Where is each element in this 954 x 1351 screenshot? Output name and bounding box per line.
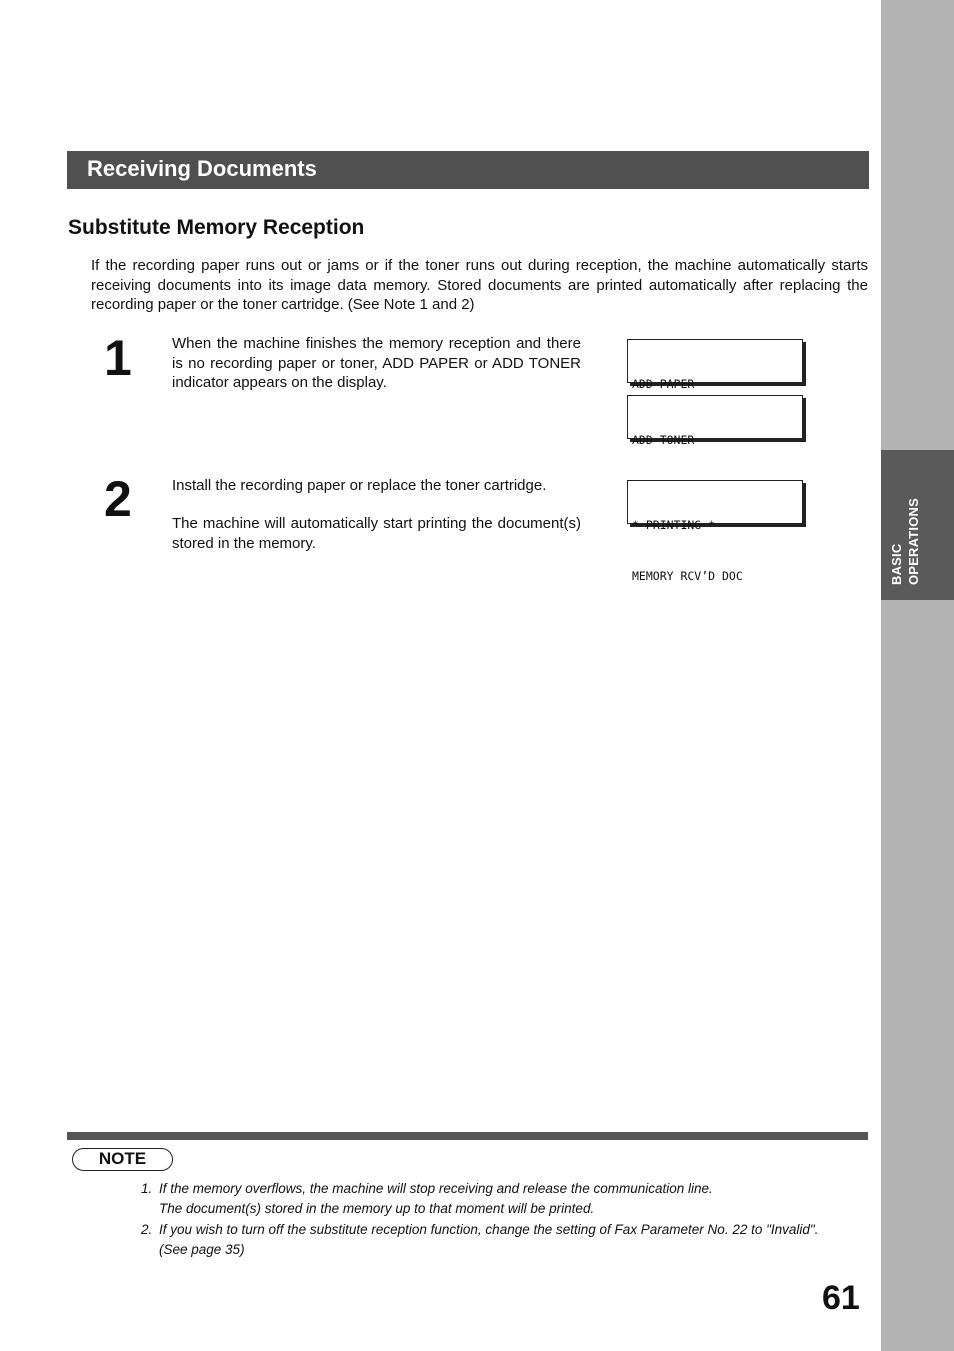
note-item xyxy=(141,1220,869,1260)
note-item-number: 2. xyxy=(141,1222,153,1237)
note-item-line: If the memory overflows, the machine will stop receiving and release the communication line. xyxy=(159,1181,713,1196)
note-label: NOTE xyxy=(72,1148,173,1171)
note-list xyxy=(141,1179,869,1260)
chapter-tab-line2: OPERATIONS xyxy=(906,498,921,585)
note-item-line: (See page 35) xyxy=(159,1242,245,1257)
subsection-title: Substitute Memory Reception xyxy=(68,216,365,239)
note-divider xyxy=(67,1132,868,1140)
lcd-display-add-paper xyxy=(627,339,803,391)
chapter-tab-line1: BASIC xyxy=(889,543,904,585)
lcd-line: ADD TONER xyxy=(632,433,695,447)
note-item-number: 1. xyxy=(141,1181,153,1196)
step-number-2: 2 xyxy=(104,471,132,527)
note-item-line: If you wish to turn off the substitute reception function, change the setting of Fax Parameter No. 22 to "Invalid". xyxy=(159,1222,819,1237)
step-number-1: 1 xyxy=(104,330,132,386)
lcd-line: ADD PAPER xyxy=(632,377,695,391)
page-number: 61 xyxy=(822,1279,860,1317)
note-item-line: The document(s) stored in the memory up to that moment will be printed. xyxy=(159,1201,595,1216)
note-item xyxy=(141,1179,869,1219)
lcd-line: MEMORY RCV’D DOC xyxy=(632,569,743,583)
section-title: Receiving Documents xyxy=(87,156,317,181)
side-strip xyxy=(881,0,954,1351)
step-2-text-1: Install the recording paper or replace the toner cartridge. xyxy=(172,477,547,494)
intro-paragraph: If the recording paper runs out or jams or if the toner runs out during reception, the machine automatically starts receiving documents into its image data memory. Stored documents are printed automatically after replacing the recording paper or the toner cartridge. (See Note 1 and 2) xyxy=(91,257,868,313)
lcd-line: * PRINTING * xyxy=(632,518,716,532)
lcd-display-printing xyxy=(627,480,803,583)
step-1-text: When the machine finishes the memory reception and there is no recording paper or toner, ADD PAPER or ADD TONER indicator appears on the display. xyxy=(172,335,581,391)
step-2-text-2: The machine will automatically start printing the document(s) stored in the memory. xyxy=(172,515,581,552)
lcd-display-add-toner xyxy=(627,395,803,447)
chapter-tab-label xyxy=(888,435,922,585)
